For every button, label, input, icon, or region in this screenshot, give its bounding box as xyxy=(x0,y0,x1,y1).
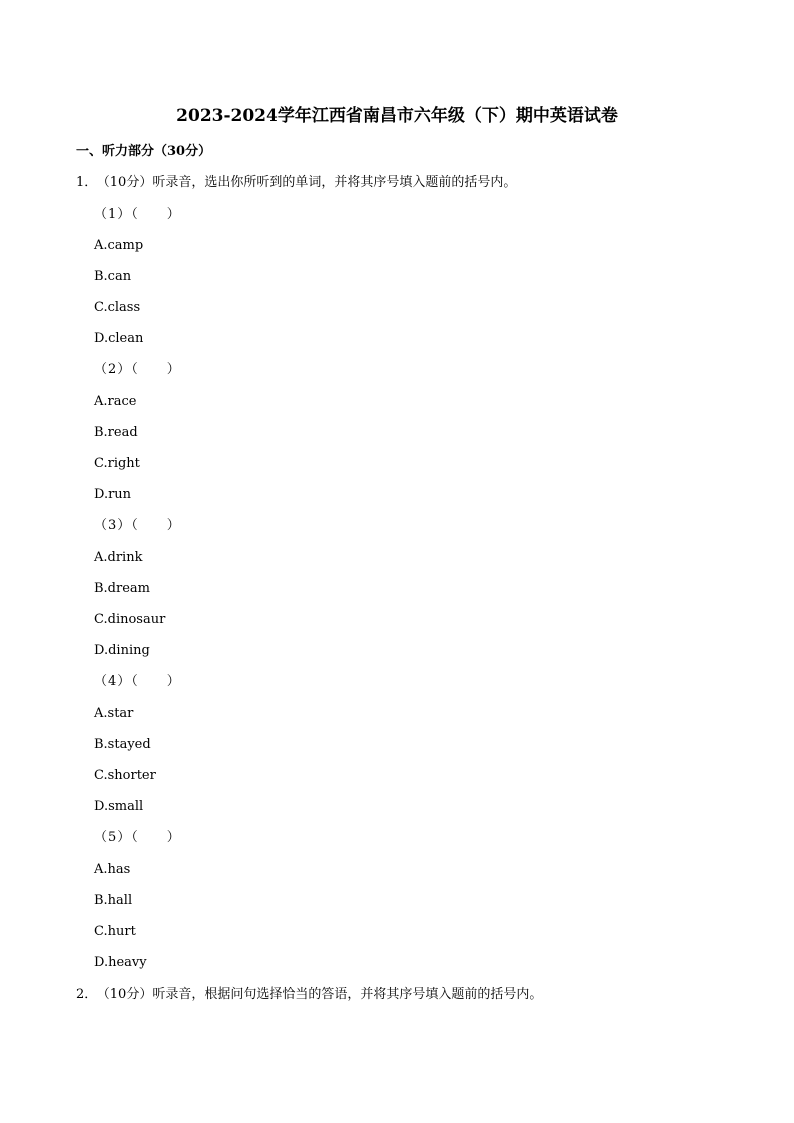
option: C.shorter xyxy=(94,768,156,783)
option: B.hall xyxy=(94,893,133,908)
option: D.run xyxy=(94,487,132,502)
option: B.dream xyxy=(94,581,150,596)
option: C.hurt xyxy=(94,924,136,939)
option: D.clean xyxy=(94,331,144,346)
option: C.dinosaur xyxy=(94,612,166,627)
question-number: 2． xyxy=(76,987,98,1002)
option: D.heavy xyxy=(94,955,147,970)
option: A.has xyxy=(94,862,131,877)
question-2 xyxy=(76,985,542,1005)
question-stem-text: （10分）听录音，根据问句选择恰当的答语，并将其序号填入题前的括号内。 xyxy=(103,987,543,1002)
sub-question-label: （2）（ ） xyxy=(94,362,181,377)
page-title: 2023-2024学年江西省南昌市六年级（下）期中英语试卷 xyxy=(176,106,618,126)
option: A.race xyxy=(94,394,137,409)
section-heading-listening: 一、听力部分（30分） xyxy=(76,144,212,159)
question-number: 1． xyxy=(76,175,98,190)
sub-question-label: （5）（ ） xyxy=(94,830,181,845)
option: C.class xyxy=(94,300,141,315)
option: A.star xyxy=(94,706,134,721)
sub-question-label: （3）（ ） xyxy=(94,518,181,533)
question-1 xyxy=(76,173,516,193)
option: B.stayed xyxy=(94,737,151,752)
option: C.right xyxy=(94,456,140,471)
option: A.camp xyxy=(94,238,144,253)
sub-question-label: （1）（ ） xyxy=(94,207,181,222)
sub-question-label: （4）（ ） xyxy=(94,674,181,689)
option: B.read xyxy=(94,425,138,440)
question-stem-text: （10分）听录音，选出你所听到的单词，并将其序号填入题前的括号内。 xyxy=(103,175,517,190)
option: B.can xyxy=(94,269,132,284)
option: D.dining xyxy=(94,643,150,658)
option: A.drink xyxy=(94,550,143,565)
option: D.small xyxy=(94,799,144,814)
